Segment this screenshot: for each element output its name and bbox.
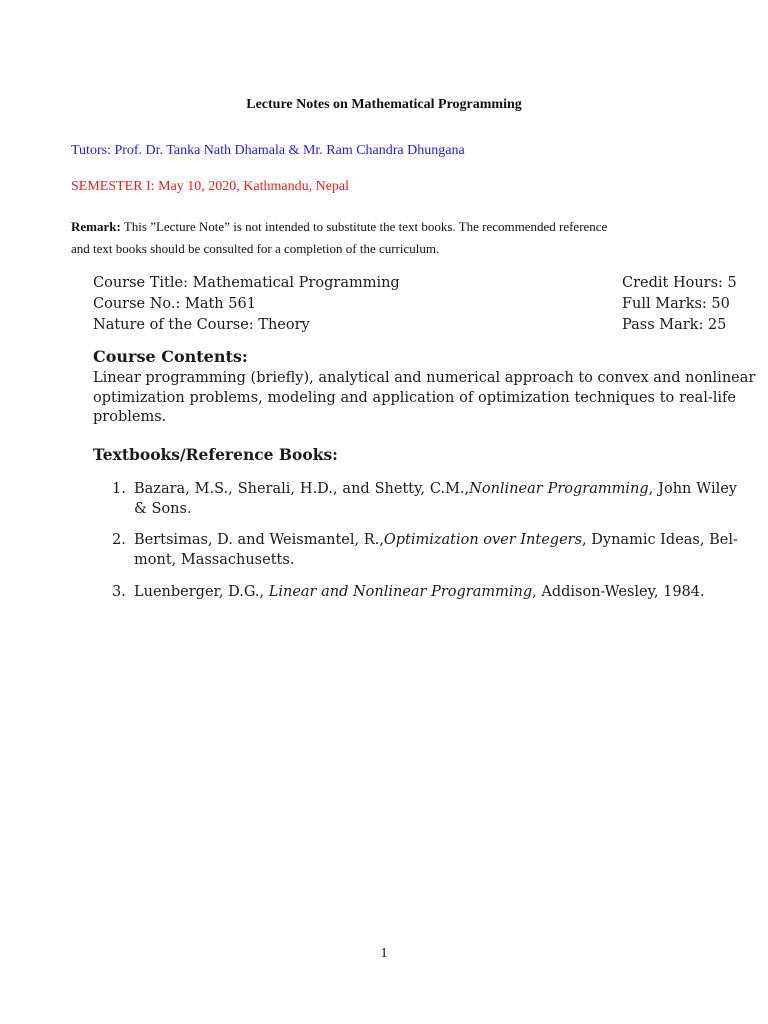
book-title: Optimization over Integers xyxy=(383,532,583,548)
book-number: 2. xyxy=(112,532,126,548)
book-number: 3. xyxy=(112,584,126,600)
course-title: Course Title: Mathematical Programming xyxy=(93,275,400,291)
full-marks: Full Marks: 50 xyxy=(622,296,730,312)
remark-paragraph xyxy=(71,216,711,260)
book-number: 1. xyxy=(112,481,126,497)
contents-line-2: optimization problems, modeling and application of optimization techniques to real-life xyxy=(93,389,736,406)
course-info-row-3 xyxy=(93,315,738,336)
remark-label: Remark: xyxy=(71,219,121,234)
book-line-1 xyxy=(134,530,737,550)
remark-text-line-1: This ”Lecture Note” is not intended to substitute the text books. The recommended reference xyxy=(123,219,608,234)
book-title: Linear and Nonlinear Programming xyxy=(268,584,533,600)
book-line-1 xyxy=(134,479,737,499)
course-number: Course No.: Math 561 xyxy=(93,296,256,312)
book-line-2: & Sons. xyxy=(134,501,192,517)
remark-text-line-2: and text books should be consulted for a completion of the curriculum. xyxy=(71,241,440,256)
tutors-line: Tutors: Prof. Dr. Tanka Nath Dhamala & Mr. Ram Chandra Dhungana xyxy=(71,143,465,158)
pass-mark: Pass Mark: 25 xyxy=(622,317,727,333)
book-title: Nonlinear Programming xyxy=(469,481,649,497)
course-info-row-2 xyxy=(93,294,738,315)
book-publisher: , John Wiley xyxy=(648,481,737,497)
page-title: Lecture Notes on Mathematical Programming xyxy=(246,97,522,112)
course-contents-body xyxy=(93,369,756,428)
course-contents-heading: Course Contents: xyxy=(93,347,248,366)
book-authors: Bertsimas, D. and Weismantel, R., xyxy=(134,532,384,548)
page-number: 1 xyxy=(380,946,388,961)
book-authors: Luenberger, D.G., xyxy=(134,584,269,600)
book-publisher: , Addison-Wesley, 1984. xyxy=(532,584,705,600)
contents-line-1: Linear programming (briefly), analytical and numerical approach to convex and nonlinear xyxy=(93,370,756,386)
course-info-row-1 xyxy=(93,273,738,294)
semester-line: SEMESTER I: May 10, 2020, Kathmandu, Nepal xyxy=(71,179,350,194)
book-line-1 xyxy=(134,582,737,602)
book-line-2: mont, Massachusetts. xyxy=(134,552,295,568)
contents-line-3: problems. xyxy=(93,409,167,425)
book-publisher: , Dynamic Ideas, Bel- xyxy=(582,532,738,548)
course-info-block xyxy=(93,273,738,336)
book-authors: Bazara, M.S., Sherali, H.D., and Shetty, C.M., xyxy=(134,481,470,497)
textbooks-heading: Textbooks/Reference Books: xyxy=(93,445,338,464)
credit-hours: Credit Hours: 5 xyxy=(622,275,737,291)
course-nature: Nature of the Course: Theory xyxy=(93,317,310,333)
